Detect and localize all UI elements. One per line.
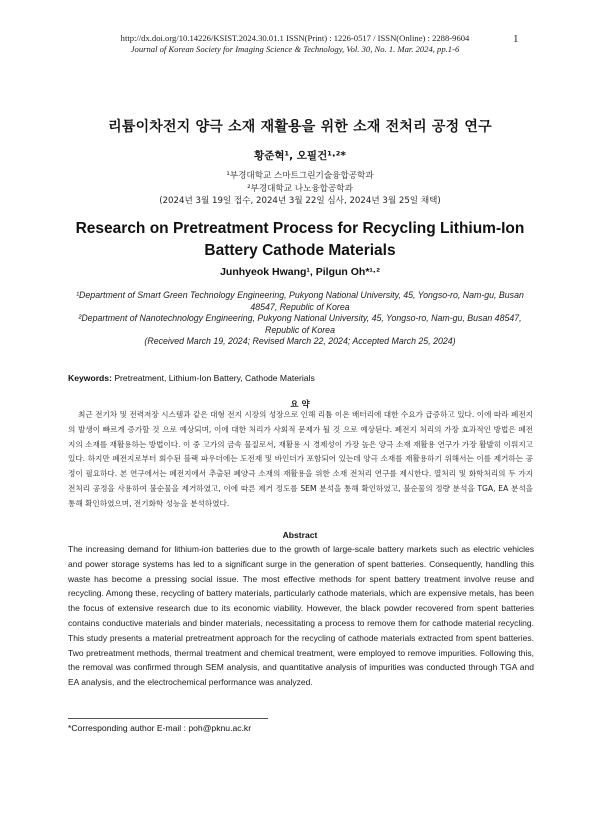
journal-line: Journal of Korean Society for Imaging Science & Technology, Vol. 30, No. 1. Mar. 2024, pp.1-6: [130, 44, 460, 54]
english-affiliation-1: ¹Department of Smart Green Technology Engineering, Pukyong National University, 45, Yongso-ro, Nam-gu, Busan 48547, Republic of Korea: [76, 290, 524, 312]
korean-affiliations: [40, 170, 560, 208]
korean-summary-text: 최근 전기차 및 전력저장 시스템과 같은 대형 전지 시장의 성장으로 인해 리튬 이온 배터리에 대한 수요가 급증하고 있다. 이에 따라 폐전지의 발생이 빠르게 증가할 것 으로 예상되며, 이에 대한 처리가 사회적 문제가 될 것 으로 예상된다. 폐전지 처리의 가장 효과적인 방법은 폐전지의 소재를 재활용하는 방법이다. 이 중 고가의 금속 물질로서, 재활용 시 경제성이 가장 높은 양극 소재 재활용 연구가 가장 활발히 이뤄지고 있다. 하지만 폐전지로부터 회수된 블랙 파우더에는 도전재 및 바인더가 포함되어 있는데 양극 소재를 재활용하기 위해서는 이를 제거하는 공정이 필요하다. 본 연구에서는 폐전지에서 추출된 폐양극 소재의 재활용을 위한 소재 전처리 연구를 제시한다. 열처리 및 화학처리의 두 가지 전처리 공정을 사용하여 불순물을 제거하였고, 이에 따른 제거 정도를 SEM 분석을 통해 확인하였고, 불순물의 정량 분석을 TGA, EA 분석을 통해 확인하였으며, 전기화학 성능을 분석하였다.: [68, 410, 533, 508]
korean-affiliation-1: ¹부경대학교 스마트그린기술융합공학과: [226, 171, 374, 181]
korean-dates: (2024년 3월 19일 접수, 2024년 3월 22일 심사, 2024년 3월 25일 채택): [159, 196, 441, 206]
keywords-label: Keywords:: [68, 373, 112, 383]
english-affiliation-2: ²Department of Nanotechnology Engineering, Pukyong National University, 45, Yongso-ro, Nam-gu, Busan 48547, Republic of Korea: [78, 313, 522, 335]
korean-title: 리튬이차전지 양극 소재 재활용을 위한 소재 전처리 공정 연구: [108, 119, 492, 135]
abstract-text: The increasing demand for lithium-ion batteries due to the growth of large-scale battery markets such as electric vehicles and power storage systems has led to a significant surge in the generation of spent batteries. Consequently, handling this waste has become a pressing social issue. The most effective methods for spent battery treatment involve reuse and recycling. Among these, recycling of battery materials, particularly cathode materials, which are expensive metals, has been the focus of extensive research due to its economic viability. However, the black powder recovered from spent batteries contains conductive materials and binder materials, necessitating a process to remove them for cathode material recycling. This study presents a material pretreatment approach for the recycling of cathode materials extracted from spent batteries. Two pretreatment methods, thermal treatment and chemical treatment, were employed to remove impurities. Following this, the removal was confirmed through SEM analysis, and quantitative analysis of impurities was conducted through TGA and EA analysis, and the electrochemical performance was analyzed.: [68, 544, 534, 688]
korean-affiliation-2: ²부경대학교 나노융합공학과: [247, 183, 353, 194]
english-authors: Junhyeok Hwang¹, Pilgun Oh*¹·²: [220, 266, 380, 278]
abstract-heading: Abstract: [282, 530, 318, 540]
keywords: [68, 373, 538, 383]
doi-line[interactable]: http://dx.doi.org/10.14226/KSIST.2024.30.01.1 ISSN(Print) : 1226-0517 / ISSN(Online) : 2288-9604: [120, 33, 470, 43]
corresponding-author-footnote: *Corresponding author E-mail : poh@pknu.ac.kr: [68, 723, 252, 733]
footnote-divider: [68, 718, 268, 719]
korean-summary-heading: 요 약: [290, 400, 310, 410]
english-title: Research on Pretreatment Process for Recycling Lithium-Ion Battery Cathode Materials: [75, 220, 525, 259]
page-number: 1: [513, 33, 519, 45]
journal-header: [60, 33, 530, 55]
keywords-text: Pretreatment, Lithium-Ion Battery, Cathode Materials: [111, 373, 315, 383]
english-affiliations: [62, 290, 538, 348]
korean-authors: 황준혁¹, 오필건¹·²*: [254, 150, 346, 162]
english-dates: (Received March 19, 2024; Revised March 22, 2024; Accepted March 25, 2024): [144, 336, 456, 346]
